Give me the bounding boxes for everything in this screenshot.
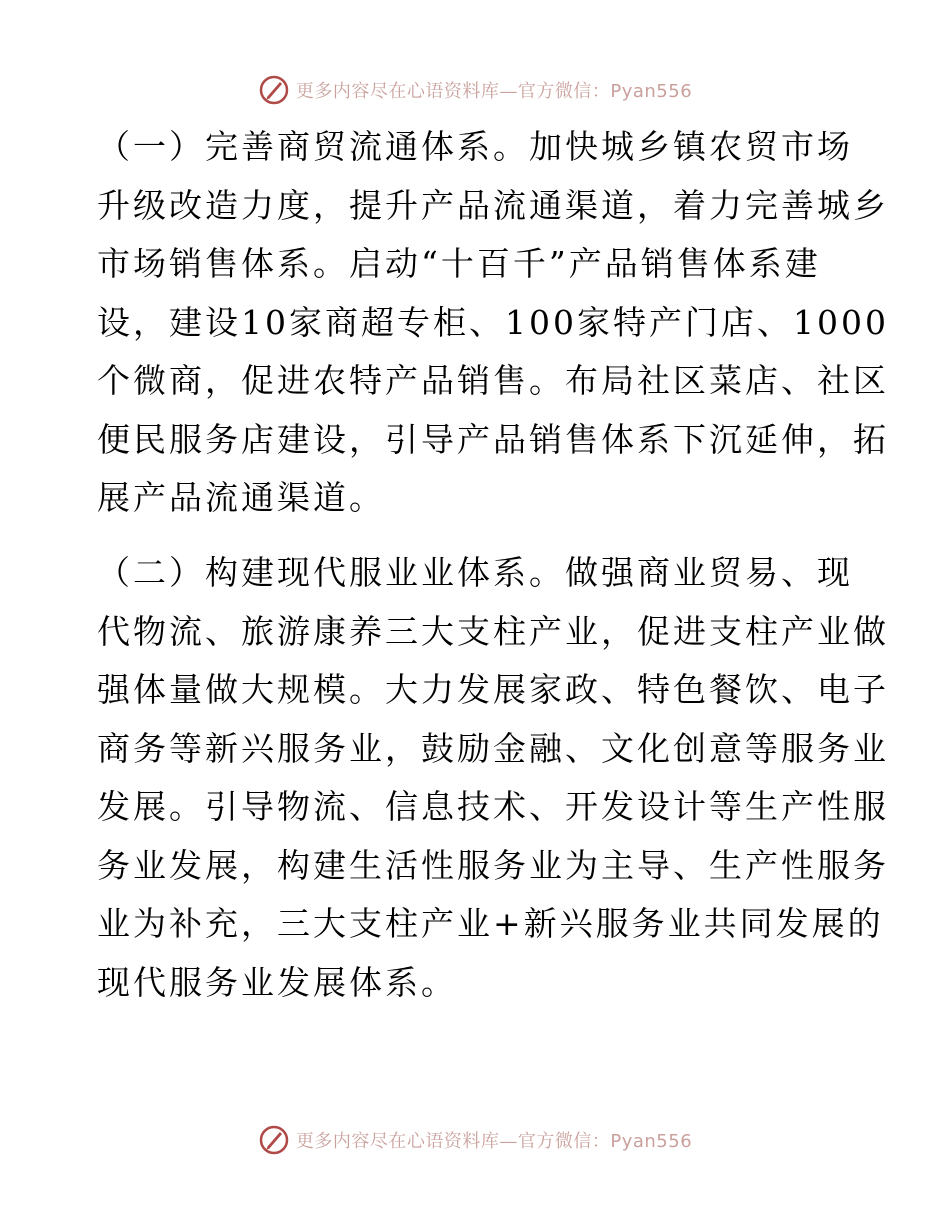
- footer-watermark: [0, 1120, 950, 1160]
- paragraph-services: [97, 544, 889, 1012]
- text-line: 发展。引导物流、信息技术、开发设计等生产性服: [97, 787, 889, 826]
- text-line: 展产品流通渠道。: [97, 478, 385, 517]
- text-line: 升级改造力度，提升产品流通渠道，着力完善城乡: [97, 185, 889, 225]
- watermark-text: 更多内容尽在心语资料库—官方微信：Pyan556: [295, 1131, 693, 1152]
- header-watermark: [0, 70, 950, 110]
- text-line: 业为补充，三大支柱产业+新兴服务业共同发展的: [97, 904, 884, 943]
- paragraph-commerce: [97, 118, 889, 528]
- text-line: 商务等新兴服务业，鼓励金融、文化创意等服务业: [97, 728, 889, 768]
- watermark-text: 更多内容尽在心语资料库—官方微信：Pyan556: [295, 81, 693, 102]
- quill-pen-logo-icon: [258, 74, 290, 106]
- text-line: 市场销售体系。启动“十百千”产品销售体系建: [97, 244, 821, 283]
- text-line: 个微商，促进农特产品销售。布局社区菜店、社区: [97, 361, 889, 400]
- text-line: 务业发展，构建生活性服务业为主导、生产性服务: [97, 845, 889, 885]
- text-line: 便民服务店建设，引导产品销售体系下沉延伸，拓: [97, 419, 889, 459]
- text-line: （一）完善商贸流通体系。加快城乡镇农贸市场: [97, 127, 853, 166]
- text-line: 强体量做大规模。大力发展家政、特色餐饮、电子: [97, 670, 889, 709]
- quill-pen-logo-icon: [258, 1124, 290, 1156]
- text-line: 代物流、旅游康养三大支柱产业，促进支柱产业做: [97, 611, 889, 651]
- text-line: 设，建设10家商超专柜、100家特产门店、1000: [97, 302, 889, 342]
- text-line: （二）构建现代服业业体系。做强商业贸易、现: [97, 553, 853, 592]
- text-line: 现代服务业发展体系。: [97, 962, 457, 1002]
